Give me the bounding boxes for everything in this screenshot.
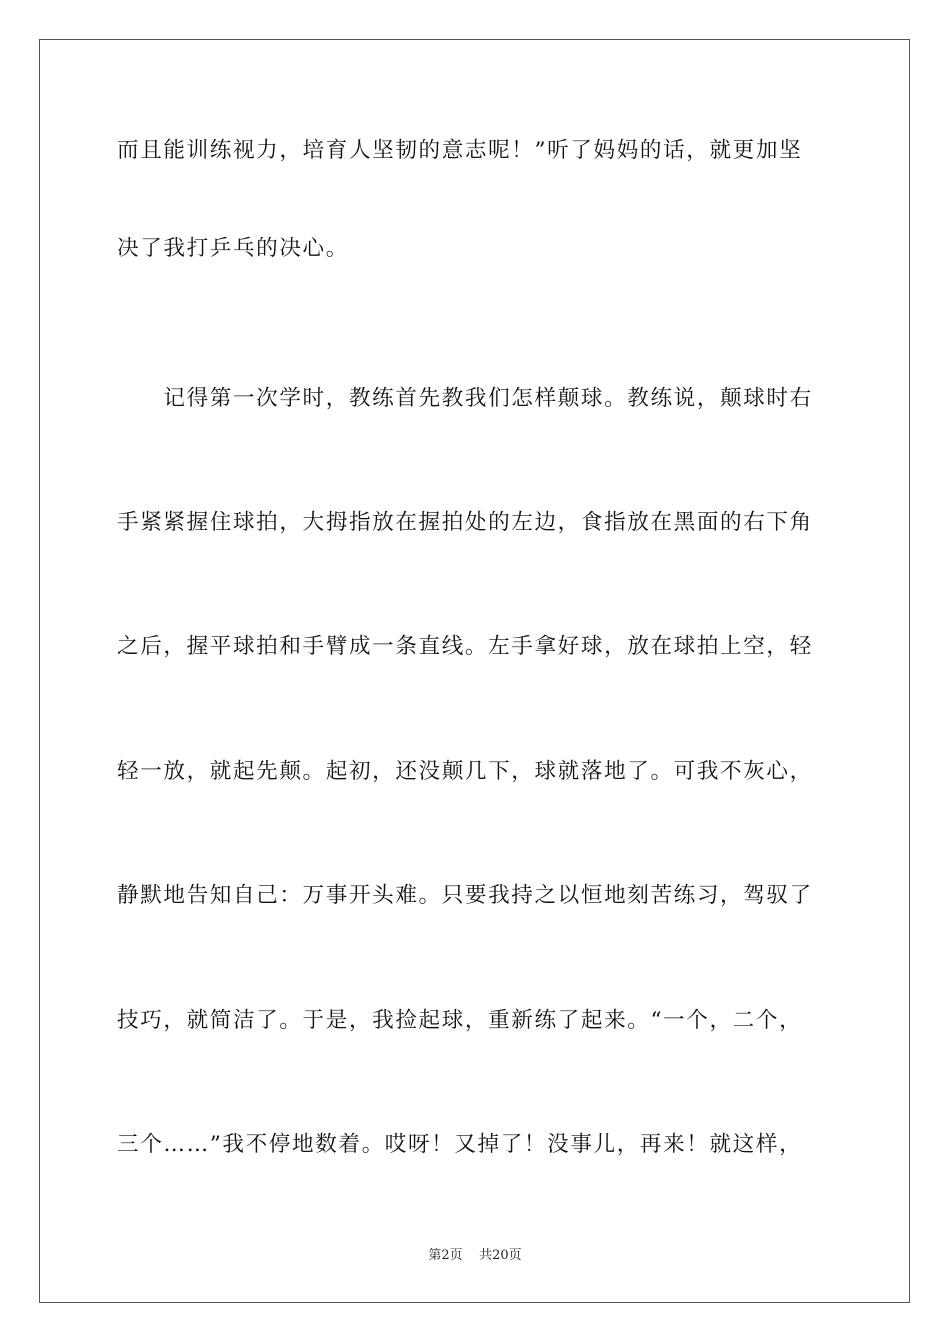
text-line-2: 决了我打乒乓的决心。 [117, 236, 349, 261]
text-line-4: 手紧紧握住球拍，大拇指放在握拍处的左边，食指放在黑面的右下角 [117, 510, 813, 535]
total-pages-label: 共20页 [479, 1248, 522, 1263]
text-line-6: 轻一放，就起先颠。起初，还没颠几下，球就落地了。可我不灰心， [117, 759, 813, 784]
text-line-9: 三个……”我不停地数着。哎呀！又掉了！没事儿，再来！就这样， [117, 1132, 803, 1157]
text-line-3: 记得第一次学时，教练首先教我们怎样颠球。教练说，颠球时右 [117, 386, 813, 411]
page-footer [0, 1247, 950, 1265]
text-line-1: 而且能训练视力，培育人坚韧的意志呢！”听了妈妈的话，就更加坚 [117, 138, 803, 163]
text-line-8: 技巧，就简洁了。于是，我捡起球，重新练了起来。“一个，二个， [117, 1008, 803, 1033]
page-frame [39, 39, 910, 1303]
text-line-5: 之后，握平球拍和手臂成一条直线。左手拿好球，放在球拍上空，轻 [117, 634, 813, 659]
current-page-label: 第2页 [428, 1248, 463, 1263]
text-line-7: 静默地告知自己：万事开头难。只要我持之以恒地刻苦练习，驾驭了 [117, 883, 813, 908]
